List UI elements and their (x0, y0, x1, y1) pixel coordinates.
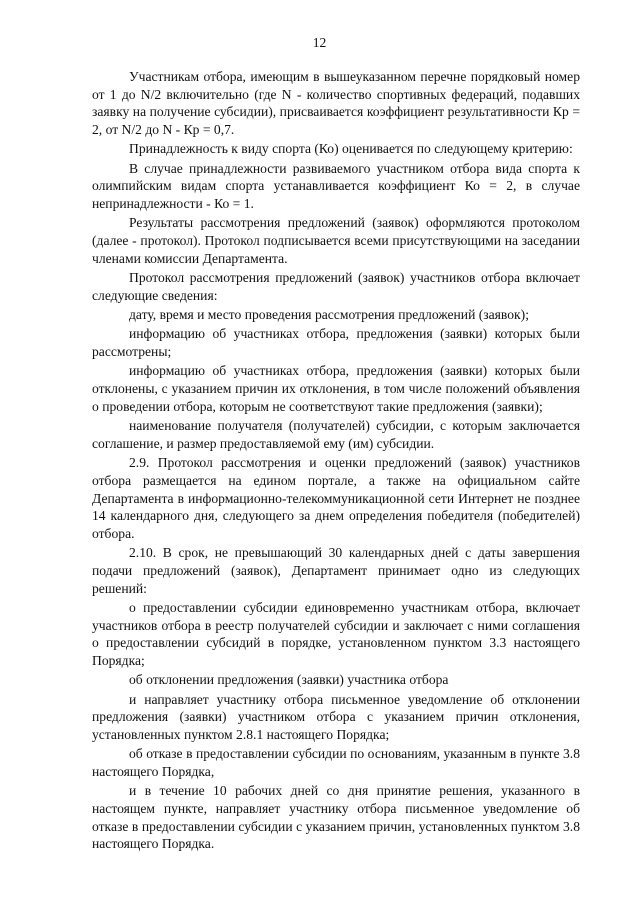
paragraph: информацию об участниках отбора, предложения (заявки) которых были рассмотрены; (92, 326, 580, 360)
paragraph: Протокол рассмотрения предложений (заявок) участников отбора включает следующие сведения: (92, 270, 580, 303)
paragraph: В случае принадлежности развиваемого участником отбора вида спорта к олимпийским видам спорта устанавливается коэффициент Ко = 2, в случае непринадлежности - Ко = 1. (92, 160, 580, 212)
paragraph: об отклонении предложения (заявки) участника отбора (129, 672, 449, 688)
paragraph: 2.10. В срок, не превышающий 30 календарных дней с даты завершения подачи предложений (заявок), Департамент принимает одно из следующих решений: (92, 545, 580, 596)
paragraph: и направляет участнику отбора письменное уведомление об отклонении предложения (заявки) участником отбора с указанием причин отклонения, установленных пунктом 2.8.1 настоящего Порядка; (92, 691, 580, 743)
document-body (92, 68, 580, 855)
paragraph: об отказе в предоставлении субсидии по основаниям, указанным в пункте 3.8 настоящего Порядка, (92, 746, 580, 780)
paragraph: Результаты рассмотрения предложений (заявок) оформляются протоколом (далее - протокол). Протокол подписывается всеми присутствующими на заседании членами комиссии Департамента. (92, 215, 580, 266)
paragraph: о предоставлении субсидии единовременно участникам отбора, включает участников отбора в реестр получателей субсидии и заключает с ними соглашения о предоставлении субсидий в порядке, установленном пунктом 3.3 настоящего Порядка; (92, 599, 580, 669)
page-number: 12 (312, 35, 327, 50)
paragraph: дату, время и место проведения рассмотрения предложений (заявок); (129, 307, 529, 323)
paragraph: наименование получателя (получателей) субсидии, с которым заключается соглашение, и размер предоставляемой ему (им) субсидии. (92, 418, 580, 451)
paragraph: Принадлежность к виду спорта (Ко) оценивается по следующему критерию: (129, 141, 573, 157)
paragraph: 2.9. Протокол рассмотрения и оценки предложений (заявок) участников отбора размещается на едином портале, а также на официальном сайте Департамента в информационно-телекоммуникационной сети Интернет не позднее 14 календарного дня, следующего за днем определения победителя (победителей) отбора. (92, 455, 580, 541)
paragraph: и в течение 10 рабочих дней со дня принятие решения, указанного в настоящем пункте, направляет участнику отбора письменное уведомление об отказе в предоставлении субсидии с указанием причин, установленных пунктом 3.8 настоящего Порядка. (92, 783, 580, 852)
paragraph: информацию об участниках отбора, предложения (заявки) которых были отклонены, с указанием причин их отклонения, в том числе положений объявления о проведении отбора, которым не соответствуют такие предложения (заявки); (92, 363, 580, 414)
paragraph: Участникам отбора, имеющим в вышеуказанном перечне порядковый номер от 1 до N/2 включительно (где N - количество спортивных федераций, подавших заявку на получение субсидии), присваивается коэффициент результативности Кр = 2, от N/2 до N - Кр = 0,7. (92, 69, 580, 138)
